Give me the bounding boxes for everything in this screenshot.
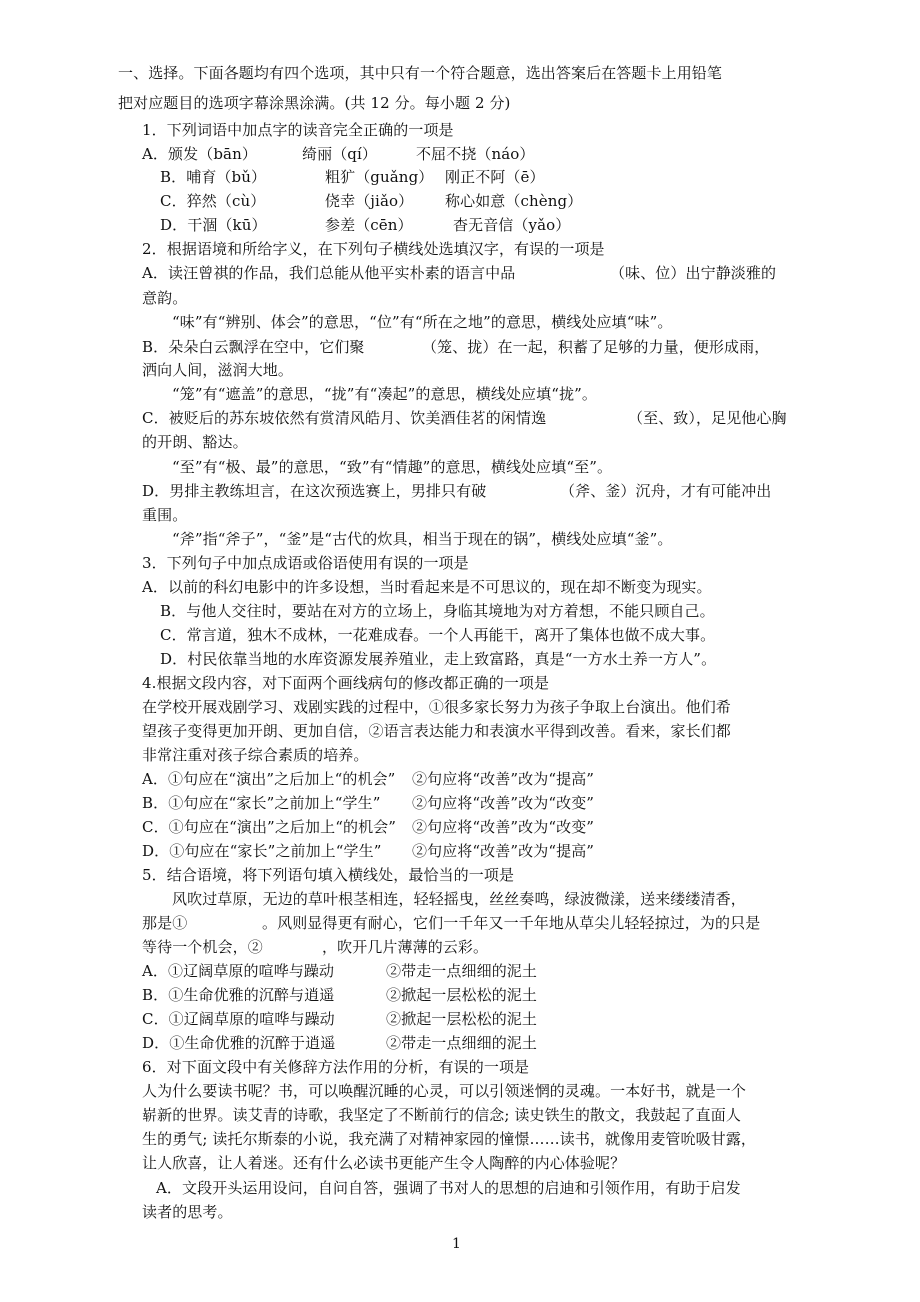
q2-option-a-line2: 意韵。 — [142, 289, 188, 307]
q3-stem: 3．下列句子中加点成语或俗语使用有误的一项是 — [142, 554, 469, 572]
q1-option-c: C．猝然（cù） 侥幸（jiǎo） 称心如意（chèng） — [160, 192, 583, 210]
q2-option-a-note: “味”有“辨别、体会”的意思，“位”有“所在之地”的意思，横线处应填“味”。 — [172, 313, 673, 331]
q2-option-c-line2: 的开朗、豁达。 — [142, 433, 248, 451]
q6-option-a-line2: 读者的思考。 — [142, 1203, 233, 1221]
q4-passage-line3: 非常注重对孩子综合素质的培养。 — [142, 746, 369, 764]
q2-option-b-line1: B．朵朵白云飘浮在空中，它们聚 （笼、拢）在一起，积蓄了足够的力量，便形成雨， — [142, 338, 770, 356]
q5-passage-line2: 那是① 。风则显得更有耐心，它们一千年又一千年地从草尖儿轻轻掠过，为的只是 — [142, 914, 761, 932]
section-heading-line2: 把对应题目的选项字幕涂黑涂满。(共 12 分。每小题 2 分) — [118, 94, 511, 112]
q3-option-d: D．村民依靠当地的水库资源发展养殖业，走上致富路，真是“一方水土养一方人”。 — [160, 650, 717, 668]
q6-passage-line3: 生的勇气; 读托尔斯泰的小说，我充满了对精神家园的憧憬……读书，就像用麦管吮吸甘露， — [142, 1130, 757, 1148]
q4-passage-line2: 望孩子变得更加开朗、更加自信，②语言表达能力和表演水平得到改善。看来，家长们都 — [142, 722, 731, 740]
q6-option-a-line1: A．文段开头运用设问，自问自答，强调了书对人的思想的启迪和引领作用，有助于启发 — [156, 1179, 741, 1197]
q5-passage-line1: 风吹过草原，无边的草叶根茎相连，轻轻摇曳，丝丝奏鸣，绿波微漾，送来缕缕清香， — [172, 890, 746, 908]
q4-option-c: C．①句应在“演出”之后加上“的机会” ②句应将“改善”改为“改变” — [142, 818, 595, 836]
q5-stem: 5．结合语境，将下列语句填入横线处，最恰当的一项是 — [142, 866, 515, 884]
q2-option-b-line2: 洒向人间，滋润大地。 — [142, 361, 294, 379]
q4-option-a: A．①句应在“演出”之后加上“的机会” ②句应将“改善”改为“提高” — [142, 770, 595, 788]
q1-stem: 1．下列词语中加点字的读音完全正确的一项是 — [142, 121, 454, 139]
q4-passage-line1: 在学校开展戏剧学习、戏剧实践的过程中，①很多家长努力为孩子争取上台演出。他们希 — [142, 698, 731, 716]
q1-option-a: A．颁发（bān） 绮丽（qí） 不屈不挠（náo） — [142, 145, 535, 163]
q5-option-d: D．①生命优雅的沉醉于逍遥 ②带走一点细细的泥土 — [142, 1034, 538, 1052]
q2-option-d-line2: 重围。 — [142, 506, 188, 524]
q4-option-b: B．①句应在“家长”之前加上“学生” ②句应将“改善”改为“改变” — [142, 794, 595, 812]
q3-option-c: C．常言道，独木不成林，一花难成春。一个人再能干，离开了集体也做不成大事。 — [160, 626, 716, 644]
q2-option-c-note: “至”有“极、最”的意思，“致”有“情趣”的意思，横线处应填“至”。 — [172, 458, 613, 476]
q5-option-c: C．①辽阔草原的喧哗与躁动 ②掀起一层松松的泥土 — [142, 1010, 538, 1028]
q3-option-a: A．以前的科幻电影中的许多设想，当时看起来是不可思议的，现在却不断变为现实。 — [142, 578, 712, 596]
page-number: 1 — [452, 1236, 461, 1252]
q2-stem: 2．根据语境和所给字义，在下列句子横线处选填汉字，有误的一项是 — [142, 240, 605, 258]
q6-stem: 6．对下面文段中有关修辞方法作用的分析，有误的一项是 — [142, 1058, 530, 1076]
q1-option-b: B．哺育（bǔ） 粗犷（guǎng） 刚正不阿（ē） — [160, 168, 545, 186]
q2-option-d-line1: D．男排主教练坦言，在这次预选赛上，男排只有破 （斧、釜）沉舟，才有可能冲出 — [142, 482, 772, 500]
q2-option-d-note: “斧”指“斧子”，“釜”是“古代的炊具，相当于现在的锅”，横线处应填“釜”。 — [172, 530, 673, 548]
q4-stem: 4.根据文段内容，对下面两个画线病句的修改都正确的一项是 — [142, 674, 550, 692]
q2-option-c-line1: C．被贬后的苏东坡依然有赏清风皓月、饮美酒佳茗的闲情逸 （至、致），足见他心胸 — [142, 409, 787, 427]
q5-option-a: A．①辽阔草原的喧哗与躁动 ②带走一点细细的泥土 — [142, 962, 538, 980]
q3-option-b: B．与他人交往时，要站在对方的立场上，身临其境地为对方着想，不能只顾自己。 — [160, 602, 715, 620]
q1-option-d: D．干涸（kū） 参差（cēn） 杳无音信（yǎo） — [160, 216, 571, 234]
section-heading-line1: 一、选择。下面各题均有四个选项，其中只有一个符合题意，选出答案后在答题卡上用铅笔 — [118, 64, 723, 82]
q5-option-b: B．①生命优雅的沉醉与逍遥 ②掀起一层松松的泥土 — [142, 986, 538, 1004]
q6-passage-line1: 人为什么要读书呢？书，可以唤醒沉睡的心灵，可以引领迷惘的灵魂。一本好书，就是一个 — [142, 1082, 747, 1100]
q2-option-b-note: “笼”有“遮盖”的意思，“拢”有“凑起”的意思，横线处应填“拢”。 — [172, 385, 597, 403]
q2-option-a-line1: A．读汪曾祺的作品，我们总能从他平实朴素的语言中品 （味、位）出宁静淡雅的 — [142, 264, 777, 282]
q5-passage-line3: 等待一个机会，② ，吹开几片薄薄的云彩。 — [142, 938, 489, 956]
q6-passage-line2: 崭新的世界。读艾青的诗歌，我坚定了不断前行的信念; 读史铁生的散文，我鼓起了直面人 — [142, 1106, 741, 1124]
q6-passage-line4: 让人欣喜，让人着迷。还有什么必读书更能产生令人陶醉的内心体验呢？ — [142, 1154, 626, 1172]
q4-option-d: D．①句应在“家长”之前加上“学生” ②句应将“改善”改为“提高” — [142, 842, 595, 860]
